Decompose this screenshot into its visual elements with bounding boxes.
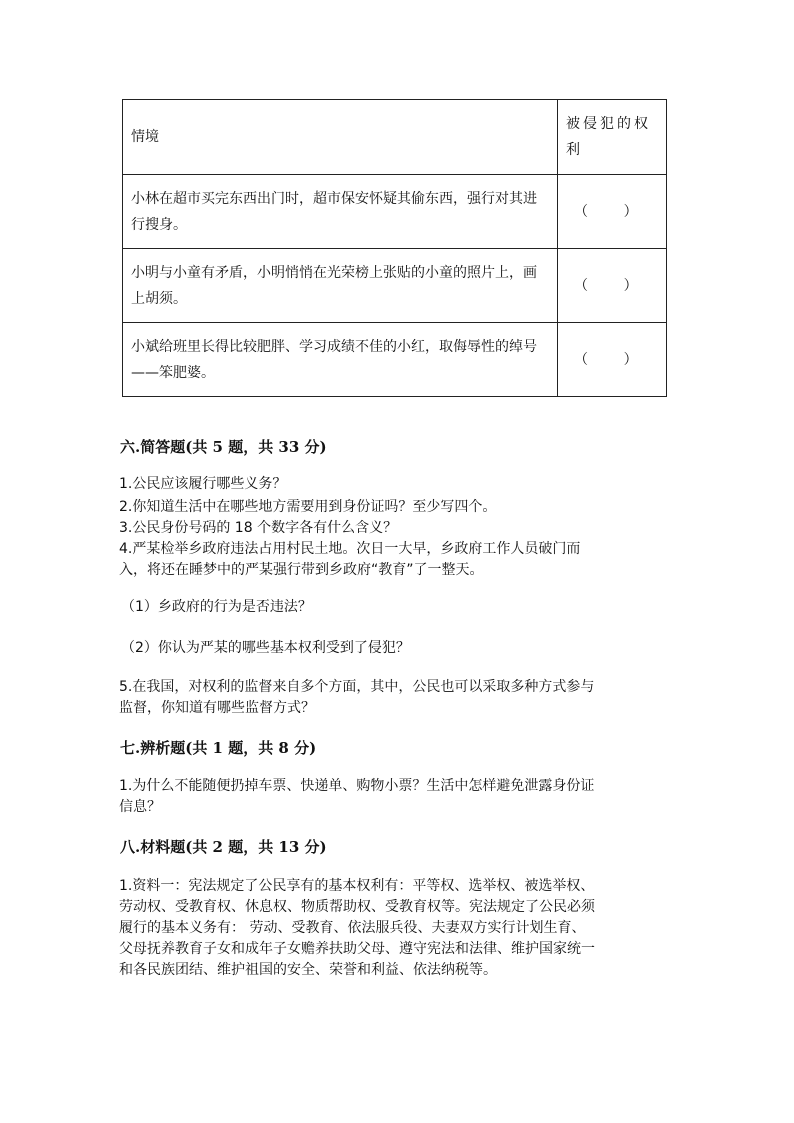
question-6-4-line-2: 入，将还在睡梦中的严某强行带到乡政府“教育”了一整天。	[119, 562, 484, 578]
question-6-4-sub-2: （2）你认为严某的哪些基本权利受到了侵犯？	[121, 640, 410, 656]
table-header-row	[123, 100, 667, 175]
question-6-3: 3.公民身份号码的 18 个数字各有什么含义？	[119, 520, 398, 536]
question-6-2: 2.你知道生活中在哪些地方需要用到身份证吗？至少写四个。	[119, 499, 497, 515]
answer-blank[interactable]: （ ）	[558, 175, 667, 249]
table-row	[123, 249, 667, 323]
question-8-1-line-2: 劳动权、受教育权、休息权、物质帮助权、受教育权等。宪法规定了公民必须	[119, 899, 595, 915]
table-row	[123, 323, 667, 397]
rights-table	[122, 99, 667, 397]
answer-blank[interactable]: （ ）	[558, 323, 667, 397]
table-row	[123, 175, 667, 249]
question-6-5-line-2: 监督，你知道有哪些监督方式？	[119, 700, 315, 716]
question-8-1-line-4: 父母抚养教育子女和成年子女赡养扶助父母、遵守宪法和法律、维护国家统一	[119, 941, 595, 957]
question-6-4-sub-1: （1）乡政府的行为是否违法？	[121, 599, 312, 615]
question-8-1-line-1: 1.资料一：宪法规定了公民享有的基本权利有：平等权、选举权、被选举权、	[119, 878, 595, 894]
answer-blank[interactable]: （ ）	[558, 249, 667, 323]
question-6-4-line-1: 4.严某检举乡政府违法占用村民土地。次日一大早，乡政府工作人员破门而	[119, 541, 581, 557]
row-situation: 小斌给班里长得比较肥胖、学习成绩不佳的小红，取侮辱性的绰号——笨肥婆。	[123, 323, 558, 397]
question-6-1: 1.公民应该履行哪些义务？	[119, 476, 287, 492]
question-8-1-line-5: 和各民族团结、维护祖国的安全、荣誉和利益、依法纳税等。	[119, 962, 497, 978]
question-6-5-line-1: 5.在我国，对权利的监督来自多个方面，其中，公民也可以采取多种方式参与	[119, 679, 595, 695]
question-8-1-line-3: 履行的基本义务有： 劳动、受教育、依法服兵役、夫妻双方实行计划生育、	[119, 920, 586, 936]
section-7-title: 七.辨析题(共 1 题，共 8 分)	[120, 739, 317, 757]
header-situation: 情境	[123, 100, 558, 175]
question-7-1-line-2: 信息？	[119, 799, 161, 815]
section-8-title: 八.材料题(共 2 题，共 13 分)	[120, 838, 327, 856]
header-right-violated: 被侵犯的权利	[558, 100, 667, 175]
question-7-1-line-1: 1.为什么不能随便扔掉车票、快递单、购物小票？生活中怎样避免泄露身份证	[119, 778, 595, 794]
section-6-title: 六.简答题(共 5 题，共 33 分)	[120, 438, 327, 456]
row-situation: 小林在超市买完东西出门时，超市保安怀疑其偷东西，强行对其进行搜身。	[123, 175, 558, 249]
row-situation: 小明与小童有矛盾，小明悄悄在光荣榜上张贴的小童的照片上，画上胡须。	[123, 249, 558, 323]
